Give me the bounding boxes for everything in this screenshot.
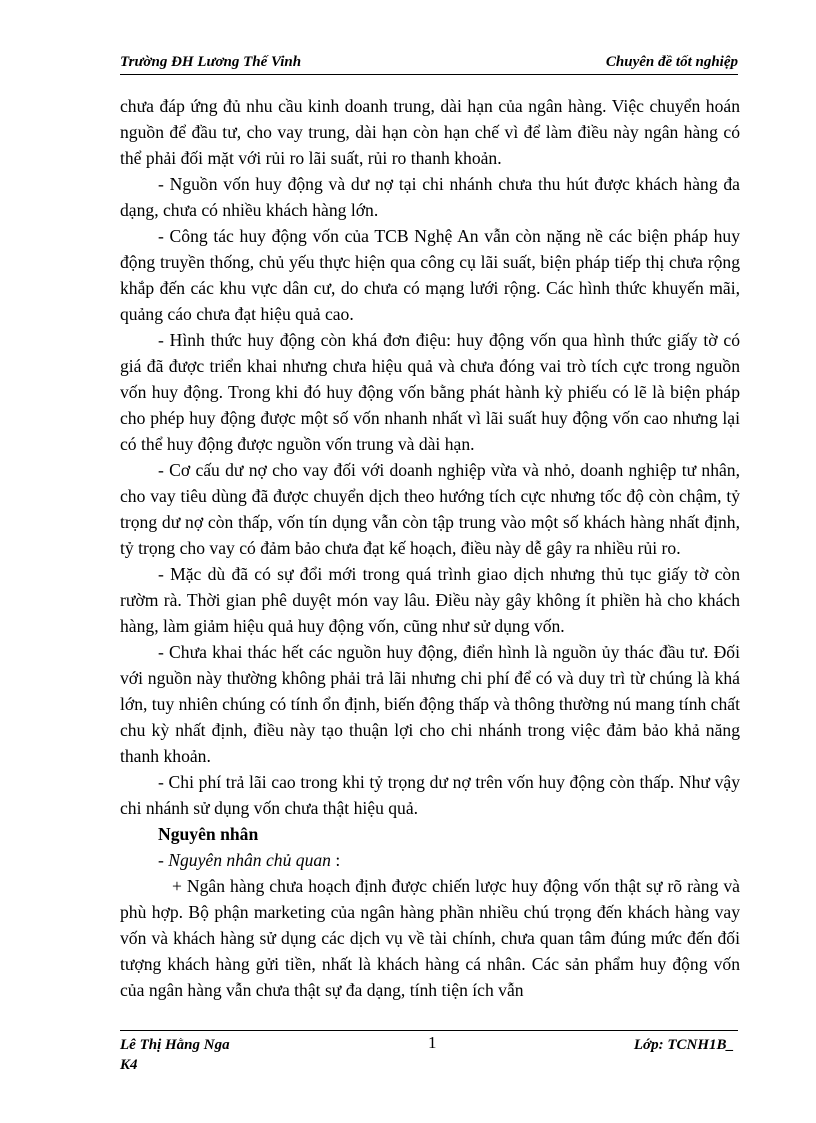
paragraph: - Cơ cấu dư nợ cho vay đối với doanh nghiệp vừa và nhỏ, doanh nghiệp tư nhân, cho vay tiêu dùng đã được chuyển dịch theo hướng tích cực nhưng tốc độ còn chậm, tỷ trọng dư nợ còn thấp, vốn tín dụng vẫn còn tập trung vào một số khách hàng nhất định, tỷ trọng cho vay có đảm bảo chưa đạt kế hoạch, điều này dễ gây ra nhiều rủi ro.: [120, 460, 740, 558]
paragraph: - Nguồn vốn huy động và dư nợ tại chi nhánh chưa thu hút được khách hàng đa dạng, chưa có nhiều khách hàng lớn.: [120, 174, 740, 220]
paragraph: - Chưa khai thác hết các nguồn huy động, điển hình là nguồn ủy thác đầu tư. Đối với nguồn này thường không phải trả lãi nhưng chi phí để có và duy trì từ chúng là khá lớn, tuy nhiên chúng có tính ổn định, biến động thấp và thông thường nú mang tính chất chu kỳ nhất định, điều này tạo thuận lợi cho chi nhánh trong việc đảm bảo khả năng thanh khoản.: [120, 642, 740, 766]
paragraph: - Công tác huy động vốn của TCB Nghệ An vẫn còn nặng nề các biện pháp huy động truyền thống, chủ yếu thực hiện qua công cụ lãi suất, biện pháp tiếp thị chưa rộng khắp đến các khu vực dân cư, do chưa có mạng lưới rộng. Các hình thức khuyến mãi, quảng cáo chưa đạt hiệu quả cao.: [120, 226, 740, 324]
document-body: [120, 93, 740, 1003]
paragraph: - Chi phí trả lãi cao trong khi tỷ trọng dư nợ trên vốn huy động còn thấp. Như vậy chi nhánh sử dụng vốn chưa thật hiệu quả.: [120, 772, 740, 818]
subsection-colon: :: [330, 850, 341, 870]
paragraph: + Ngân hàng chưa hoạch định được chiến lược huy động vốn thật sự rõ ràng và phù hợp. Bộ phận marketing của ngân hàng phần nhiều chú trọng đến khách hàng vay vốn và khách hàng sử dụng các dịch vụ về tài chính, chưa quan tâm đúng mức đến đối tượng khách hàng gửi tiền, nhất là khách hàng cá nhân. Các sản phẩm huy động vốn của ngân hàng vẫn chưa thật sự đa dạng, tính tiện ích vẫn: [120, 876, 740, 1000]
author-name: Lê Thị Hằng Nga: [120, 1037, 230, 1053]
paragraph: chưa đáp ứng đủ nhu cầu kinh doanh trung, dài hạn của ngân hàng. Việc chuyển hoán nguồn để đầu tư, cho vay trung, dài hạn còn hạn chế vì để làm điều này ngân hàng có thể phải đối mặt với rủi ro lãi suất, rủi ro thanh khoản.: [120, 96, 740, 168]
page-number: 1: [428, 1033, 437, 1052]
class-suffix: K4: [120, 1057, 138, 1073]
paragraph: - Mặc dù đã có sự đổi mới trong quá trình giao dịch nhưng thủ tục giấy tờ còn rườm rà. Thời gian phê duyệt món vay lâu. Điều này gây không ít phiền hà cho khách hàng, làm giảm hiệu quả huy động vốn, cũng như sử dụng vốn.: [120, 564, 740, 636]
school-name: Trường ĐH Lương Thế Vinh: [120, 54, 302, 70]
page-footer: [120, 1030, 738, 1073]
subsection-heading: [120, 847, 740, 873]
page-header: [120, 52, 738, 75]
document-type: Chuyên đề tốt nghiệp: [605, 54, 738, 70]
section-heading: Nguyên nhân: [158, 824, 259, 844]
paragraph: - Hình thức huy động còn khá đơn điệu: huy động vốn qua hình thức giấy tờ có giá đã được triển khai nhưng chưa hiệu quả và chưa đóng vai trò tích cực trong nguồn vốn huy động. Trong khi đó huy động vốn bằng phát hành kỳ phiếu có lẽ là biện pháp cho phép huy động được một số vốn nhanh nhất vì lãi suất huy động vốn cao nhưng lại có thể huy động được nguồn vốn trung và dài hạn.: [120, 330, 740, 454]
subsection-title: - Nguyên nhân chủ quan: [158, 850, 331, 870]
class-name: Lớp: TCNH1B_: [633, 1037, 734, 1053]
